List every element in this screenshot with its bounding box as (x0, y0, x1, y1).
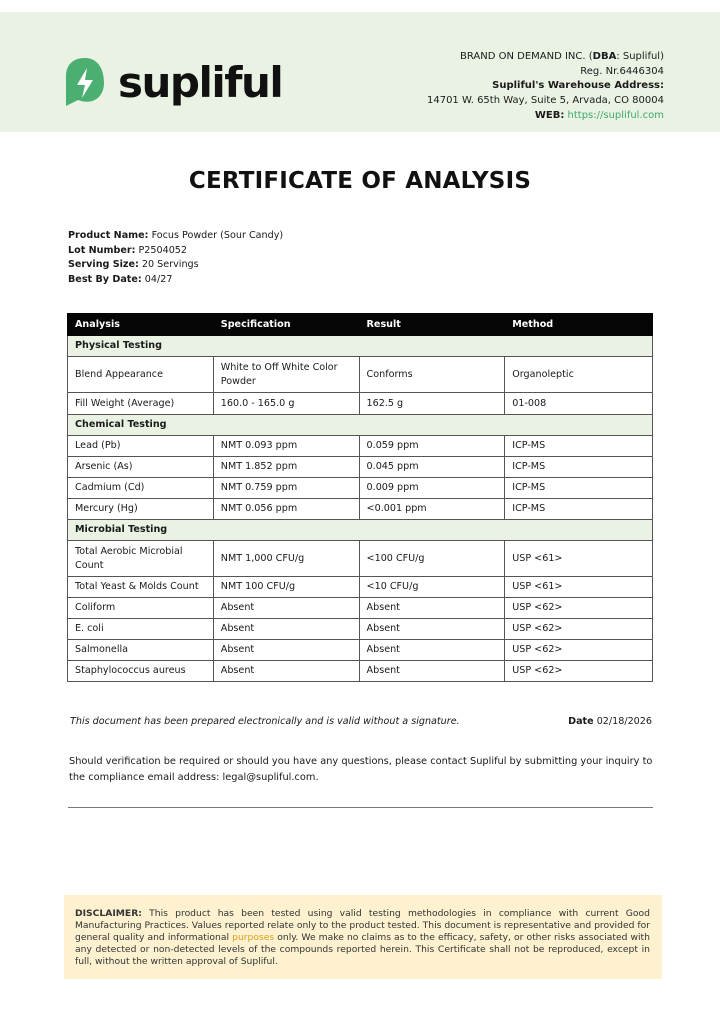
product-name-line: Product Name: Focus Powder (Sour Candy) (68, 230, 284, 241)
cell-specification: NMT 1,000 CFU/g (213, 541, 359, 577)
best-by-line: Best By Date: 04/27 (68, 273, 173, 285)
cell-result: <100 CFU/g (359, 541, 505, 577)
table-row (68, 457, 653, 478)
cell-analysis: Total Aerobic Microbial Count (68, 541, 214, 577)
table-row (68, 357, 653, 393)
cell-analysis: E. coli (68, 619, 214, 640)
cell-specification: Absent (213, 598, 359, 619)
section-microbial-testing: Microbial Testing (68, 520, 653, 541)
company-info (427, 50, 664, 124)
serving-size-line: Serving Size: 20 Servings (68, 259, 199, 271)
cell-method: 01-008 (505, 393, 653, 415)
table-row (68, 478, 653, 499)
cell-method: ICP-MS (505, 499, 653, 520)
company-name-line: BRAND ON DEMAND INC. (DBA: Supliful) (459, 51, 664, 62)
table-row (68, 393, 653, 415)
table-row (68, 640, 653, 661)
cell-analysis: Lead (Pb) (68, 436, 214, 457)
contact-paragraph: Should verification be required or should you have any questions, please contact Supliful by submitting your inquiry to the compliance email address: legal@supliful.com. (69, 756, 653, 783)
cell-result: <0.001 ppm (359, 499, 505, 520)
cell-result: Absent (359, 598, 505, 619)
web-line: WEB: https://supliful.com (534, 109, 664, 121)
document-title: CERTIFICATE OF ANALYSIS (188, 168, 532, 194)
cell-specification: Absent (213, 619, 359, 640)
document-date: Date 02/18/2026 (568, 716, 652, 727)
table-row (68, 499, 653, 520)
cell-specification: NMT 0.093 ppm (213, 436, 359, 457)
section-physical-testing: Physical Testing (68, 336, 653, 357)
table-row (68, 598, 653, 619)
table-row (68, 619, 653, 640)
column-header-analysis: Analysis (68, 314, 214, 336)
column-header-method: Method (505, 314, 653, 336)
column-header-specification: Specification (213, 314, 359, 336)
analysis-table (67, 313, 653, 682)
cell-specification: NMT 0.759 ppm (213, 478, 359, 499)
cell-specification: Absent (213, 661, 359, 682)
cell-method: ICP-MS (505, 478, 653, 499)
cell-method: USP <62> (505, 619, 653, 640)
electronic-document-note: This document has been prepared electronically and is valid without a signature. (70, 716, 460, 727)
cell-method: Organoleptic (505, 357, 653, 393)
registration-number: Reg. Nr.6446304 (580, 65, 664, 77)
section-chemical-testing: Chemical Testing (68, 415, 653, 436)
warehouse-label: Supliful's Warehouse Address: (492, 80, 664, 92)
logo-wordmark: supliful (118, 58, 283, 107)
table-header-row (68, 314, 653, 336)
header-band (0, 12, 720, 132)
divider (68, 807, 653, 808)
cell-method: USP <61> (505, 577, 653, 598)
cell-specification: NMT 1.852 ppm (213, 457, 359, 478)
cell-method: USP <62> (505, 598, 653, 619)
cell-analysis: Total Yeast & Molds Count (68, 577, 214, 598)
cell-method: USP <61> (505, 541, 653, 577)
product-details (68, 229, 283, 287)
cell-specification: Absent (213, 640, 359, 661)
cell-specification: White to Off White Color Powder (213, 357, 359, 393)
cell-analysis: Staphylococcus aureus (68, 661, 214, 682)
signature-note (70, 716, 652, 727)
cell-result: 0.059 ppm (359, 436, 505, 457)
cell-method: ICP-MS (505, 436, 653, 457)
cell-analysis: Mercury (Hg) (68, 499, 214, 520)
warehouse-address: 14701 W. 65th Way, Suite 5, Arvada, CO 80004 (426, 95, 664, 107)
cell-analysis: Blend Appearance (68, 357, 214, 393)
supliful-logo-icon (64, 56, 106, 110)
cell-result: Absent (359, 661, 505, 682)
cell-method: USP <62> (505, 640, 653, 661)
cell-result: Absent (359, 619, 505, 640)
disclaimer-label: DISCLAIMER: (75, 908, 142, 919)
table-row (68, 577, 653, 598)
cell-result: 162.5 g (359, 393, 505, 415)
cell-specification: NMT 0.056 ppm (213, 499, 359, 520)
cell-method: ICP-MS (505, 457, 653, 478)
cell-analysis: Cadmium (Cd) (68, 478, 214, 499)
cell-method: USP <62> (505, 661, 653, 682)
logo (64, 56, 282, 110)
lot-number-line: Lot Number: P2504052 (68, 244, 188, 256)
cell-analysis: Salmonella (68, 640, 214, 661)
column-header-result: Result (359, 314, 505, 336)
cell-analysis: Arsenic (As) (68, 457, 214, 478)
table-row (68, 436, 653, 457)
table-row (68, 661, 653, 682)
cell-specification: NMT 100 CFU/g (213, 577, 359, 598)
cell-result: 0.045 ppm (359, 457, 505, 478)
cell-specification: 160.0 - 165.0 g (213, 393, 359, 415)
cell-analysis: Fill Weight (Average) (68, 393, 214, 415)
cell-result: Conforms (359, 357, 505, 393)
web-link[interactable]: https://supliful.com (567, 109, 664, 121)
table-row (68, 541, 653, 577)
cell-result: <10 CFU/g (359, 577, 505, 598)
cell-result: 0.009 ppm (359, 478, 505, 499)
cell-result: Absent (359, 640, 505, 661)
cell-analysis: Coliform (68, 598, 214, 619)
disclaimer-box: DISCLAIMER: This product has been tested using valid testing methodologies in compliance with current Good Manufacturing Practices. Values reported relate only to the product tested. This document is representative and provided for general quality and informational purposes only. We make no claims as to the efficacy, safety, or other risks associated with any detected or non-detected levels of the compounds reported herein. This Certificate shall not be reproduced, except in full, without the written approval of Supliful. (64, 895, 662, 979)
